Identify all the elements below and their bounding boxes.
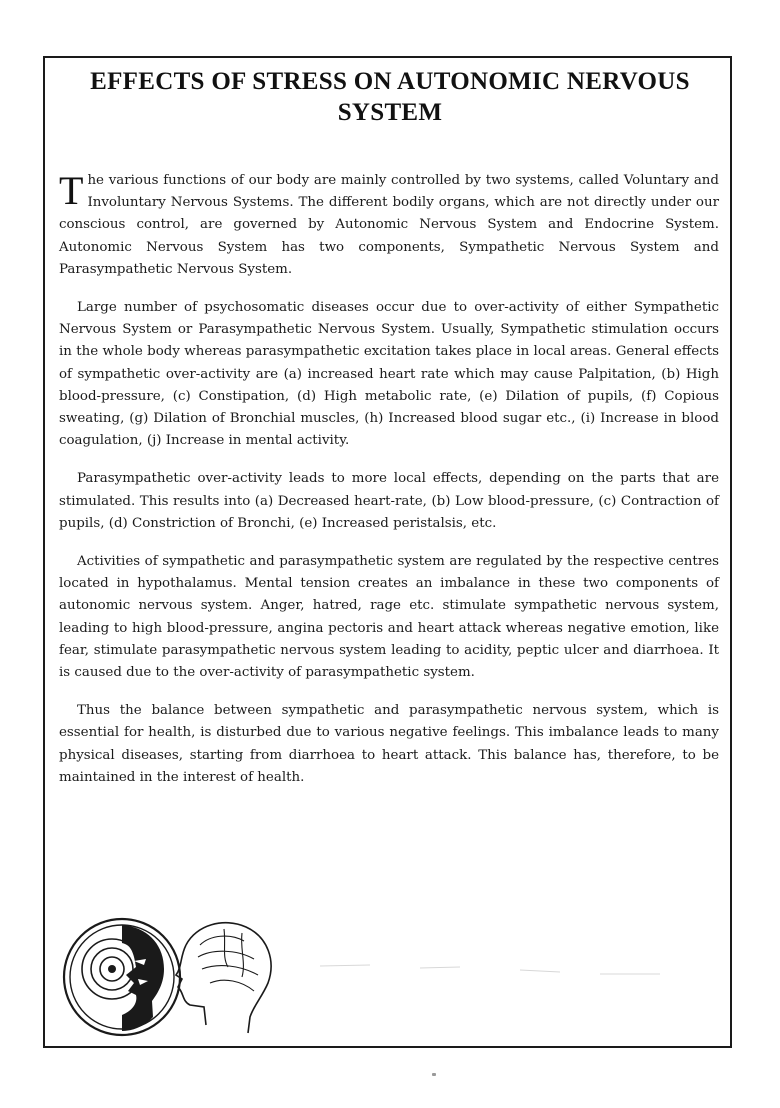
paragraph-1-text: he various functions of our body are mainly controlled by two systems, called Voluntary and Involuntary Nervous Systems. The different bodily organs, which are not directly under our conscious control, are governed by Autonomic Nervous System and Endocrine System. Autonomic Nervous System has two components, Sympathetic Nervous System and Parasympathetic Nervous System. [59, 173, 719, 277]
faint-scan-marks [300, 950, 720, 990]
paragraph-4: Activities of sympathetic and parasympathetic system are regulated by the respective centres located in hypothalamus. Mental tension creates an imbalance in these two components of autonomic nervous system. Anger, hatred, rage etc. stimulate sympathetic nervous system, leading to high blood-pressure, angina pectoris and heart attack whereas negative emotion, like fear, stimulate parasympathetic nervous system leading to acidity, peptic ulcer and diarrhoea. It is caused due to the over-activity of parasympathetic system. [59, 554, 719, 681]
page-speck [432, 1073, 436, 1076]
paragraph-3: Parasympathetic over-activity leads to more local effects, depending on the parts that are stimulated. This results into (a) Decreased heart-rate, (b) Low blood-pressure, (c) Contraction of pupils, (d) Constriction of Bronchi, (e) Increased peristalsis, etc. [59, 471, 719, 531]
article-body [59, 170, 719, 805]
paragraph-5: Thus the balance between sympathetic and parasympathetic nervous system, which is essential for health, is disturbed due to various negative feelings. This imbalance leads to many physical diseases, starting from diarrhoea to heart attack. This balance has, therefore, to be maintained in the interest of health. [59, 703, 719, 785]
page-title: EFFECTS OF STRESS ON AUTONOMIC NERVOUS SYSTEM [90, 68, 690, 126]
drop-cap: T [59, 168, 84, 213]
paragraph-2: Large number of psychosomatic diseases occur due to over-activity of either Sympathetic Nervous System or Parasympathetic Nervous System. Usually, Sympathetic stimulation occurs in the whole body whereas parasympathetic excitation takes place in local areas. General effects of sympathetic over-activity are (a) increased heart rate which may cause Palpitation, (b) High blood-pressure, (c) Constipation, (d) High metabolic rate, (e) Dilation of pupils, (f) Copious sweating, (g) Dilation of Bronchial muscles, (h) Increased blood sugar etc., (i) Increase in blood coagulation, (j) Increase in mental activity. [59, 300, 719, 449]
paragraph-1 [59, 170, 719, 281]
